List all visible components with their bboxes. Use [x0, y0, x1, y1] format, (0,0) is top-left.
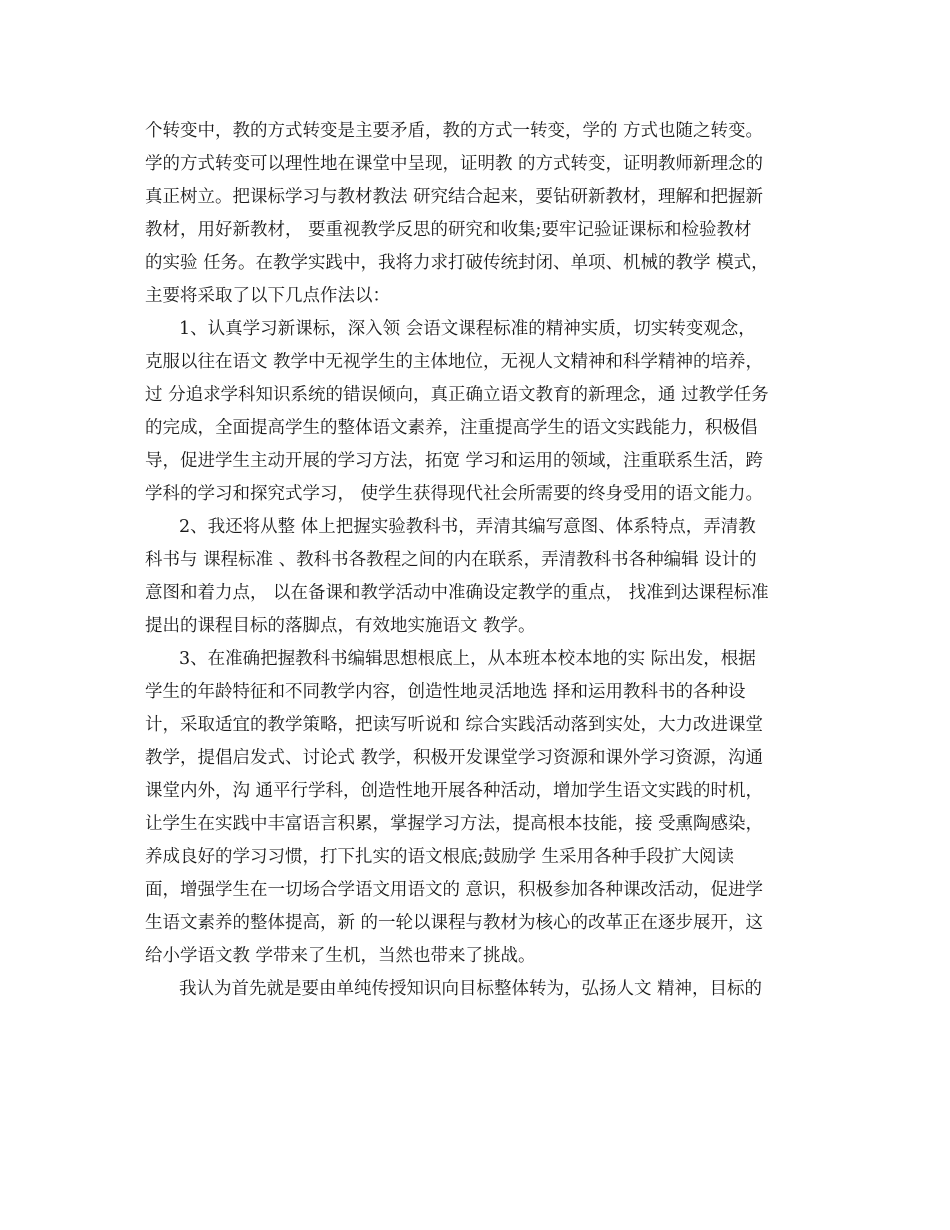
text-line: 主要将采取了以下几点作法以： [145, 286, 390, 306]
paragraph-2-start: 2、我还将从整 体上把握实验教科书，弄清其编写意图、体系特点，弄清教 [179, 517, 756, 537]
paragraph-3-start: 3、在准确把握教科书编辑思想根底上，从本班本校本地的实 际出发，根据 [179, 649, 756, 669]
text-line: 导，促进学生主动开展的学习方法，拓宽 学习和运用的领域，注重联系生活，跨 [145, 451, 764, 471]
document-body [145, 115, 810, 1006]
text-line: 养成良好的学习习惯，打下扎实的语文根底;鼓励学 生采用各种手段扩大阅读 [145, 847, 734, 867]
text-line: 克服以往在语文 教学中无视学生的主体地位，无视人文精神和科学精神的培养， [145, 352, 764, 372]
text-line: 教材，用好新教材， 要重视教学反思的研究和收集;要牢记验证课标和检验教材 [145, 220, 752, 240]
text-line: 学生的年龄特征和不同教学内容，创造性地灵活地选 择和运用教科书的各种设 [145, 682, 746, 702]
text-line: 提出的课程目标的落脚点，有效地实施语文 教学。 [145, 616, 536, 636]
text-line: 的完成，全面提高学生的整体语文素养，注重提高学生的语文实践能力，积极倡 [145, 418, 758, 438]
text-line: 计，采取适宜的教学策略，把读写听说和 综合实践活动落到实处，大力改进课堂 [145, 715, 764, 735]
text-line: 过 分追求学科知识系统的错误倾向，真正确立语文教育的新理念，通 过教学任务 [145, 385, 769, 405]
text-line: 真正树立。把课标学习与教材教法 研究结合起来，要钻研新教材，理解和把握新 [145, 187, 764, 207]
text-line: 科书与 课程标准 、教科书各教程之间的内在联系，弄清教科书各种编辑 设计的 [145, 550, 757, 570]
text-line: 让学生在实践中丰富语言积累，掌握学习方法，提高根本技能，接 受熏陶感染， [145, 814, 764, 834]
text-line: 给小学语文教 学带来了生机，当然也带来了挑战。 [145, 946, 536, 966]
paragraph-4-start: 我认为首先就是要由单纯传授知识向目标整体转为，弘扬人文 精神，目标的 [179, 979, 763, 999]
text-line: 的实验 任务。在教学实践中，我将力求打破传统封闭、单项、机械的教学 模式， [145, 253, 769, 273]
text-line: 个转变中，教的方式转变是主要矛盾，教的方式一转变，学的 方式也随之转变。 [145, 121, 764, 141]
text-line: 生语文素养的整体提高，新 的一轮以课程与教材为核心的改革正在逐步展开，这 [145, 913, 764, 933]
text-line: 面，增强学生在一切场合学语文用语文的 意识，积极参加各种课改活动，促进学 [145, 880, 764, 900]
text-line: 教学，提倡启发式、讨论式 教学，积极开发课堂学习资源和课外学习资源，沟通 [145, 748, 764, 768]
text-line: 意图和着力点， 以在备课和教学活动中准确设定教学的重点， 找准到达课程标准 [145, 583, 769, 603]
paragraph-1-start: 1、认真学习新课标，深入领 会语文课程标准的精神实质，切实转变观念， [179, 319, 756, 339]
text-line: 学的方式转变可以理性地在课堂中呈现，证明教 的方式转变，证明教师新理念的 [145, 154, 764, 174]
text-line: 学科的学习和探究式学习， 使学生获得现代社会所需要的终身受用的语文能力。 [145, 484, 764, 504]
text-line: 课堂内外，沟 通平行学科，创造性地开展各种活动，增加学生语文实践的时机， [145, 781, 764, 801]
